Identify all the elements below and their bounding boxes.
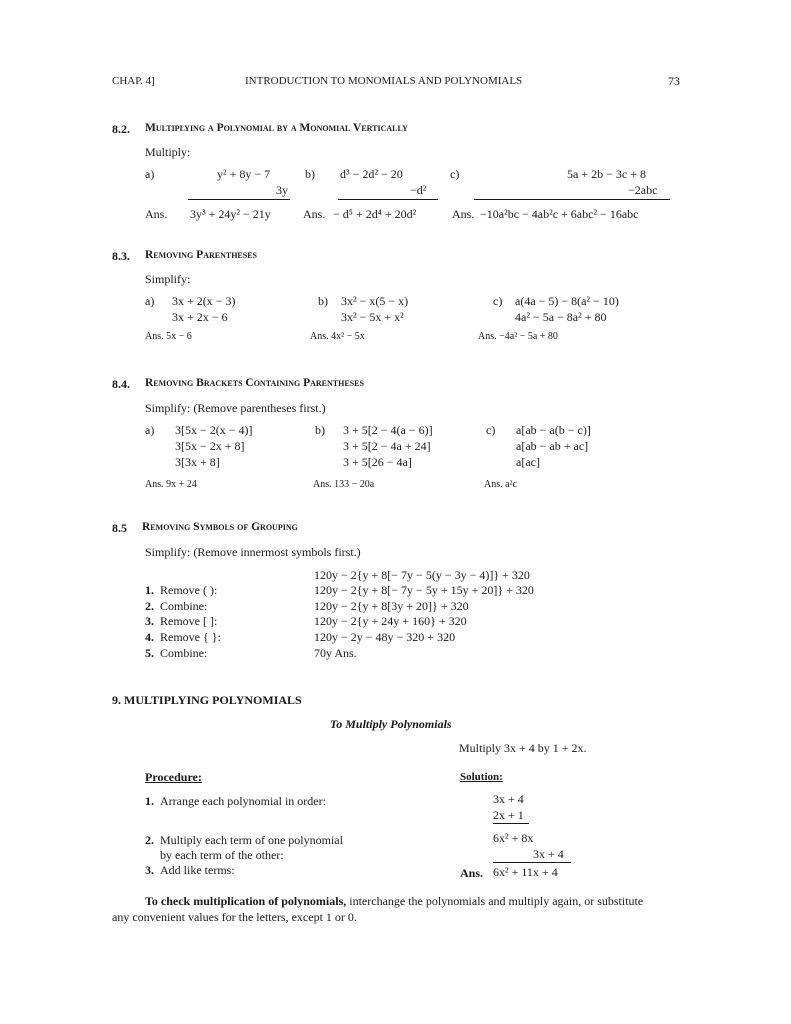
section-9-heading: 9. MULTIPLYING POLYNOMIALS	[112, 693, 302, 707]
s84-c-line1: a[ab − a(b − c)]	[516, 423, 591, 437]
check-paragraph-text: interchange the polynomials and multiply again, or substitute	[346, 894, 644, 908]
solution-partial-2: 3x + 4	[533, 847, 564, 861]
item-b-label: b)	[305, 167, 315, 181]
section-8-2-number: 8.2.	[112, 122, 130, 136]
procedure-step-3: Add like terms:	[160, 863, 235, 877]
s84-b-label: b)	[315, 423, 325, 437]
item-a-ans-label: Ans.	[145, 207, 168, 221]
grouping-step-label: Combine:	[160, 599, 208, 613]
procedure-step-number: 3.	[145, 863, 154, 877]
section-8-5-number: 8.5	[112, 521, 127, 535]
section-8-3-number: 8.3.	[112, 249, 130, 263]
s84-b-line1: 3 + 5[2 − 4(a − 6)]	[343, 423, 433, 437]
procedure-step-1: Arrange each polynomial in order:	[160, 794, 326, 808]
procedure-step-2-continued: by each term of the other:	[160, 848, 284, 862]
grouping-step-expression: 120y − 2{y + 8[3y + 20]} + 320	[314, 599, 469, 613]
section-8-5-title: Removing Symbols of Grouping	[142, 521, 298, 533]
chapter-label: CHAP. 4]	[112, 75, 155, 87]
s83-a-line2: 3x + 2x − 6	[172, 310, 228, 324]
grouping-step-label: Remove [ ]:	[160, 614, 218, 628]
procedure-step-number: 1.	[145, 794, 154, 808]
s83-b-line2: 3x² − 5x + x²	[341, 310, 404, 324]
s83-c-line2: 4a² − 5a − 8a² + 80	[515, 310, 607, 324]
s83-c-label: c)	[493, 294, 503, 308]
solution-label: Solution:	[460, 771, 503, 783]
s84-c-answer: Ans. a²c	[484, 479, 517, 490]
s84-a-label: a)	[145, 423, 155, 437]
solution-rule-1	[493, 823, 529, 824]
item-c-multiplicand: 5a + 2b − 3c + 8	[567, 167, 646, 181]
item-a-rule	[188, 199, 290, 200]
grouping-step-number: 1.	[145, 583, 154, 597]
running-title: INTRODUCTION TO MONOMIALS AND POLYNOMIALS	[245, 75, 523, 87]
grouping-step-expression: 120y − 2{y + 8[− 7y − 5y + 15y + 20]} + 320	[314, 583, 534, 597]
grouping-step-number: 5.	[145, 646, 154, 660]
page-number: 73	[668, 74, 680, 88]
item-b-multiplier: −d²	[410, 183, 427, 197]
s83-a-line1: 3x + 2(x − 3)	[172, 294, 236, 308]
s84-a-line3: 3[3x + 8]	[175, 455, 220, 469]
solution-polynomial-2: 2x + 1	[493, 808, 524, 822]
s84-a-line1: 3[5x − 2(x − 4)]	[175, 423, 253, 437]
item-b-ans-label: Ans.	[303, 207, 326, 221]
s83-b-label: b)	[318, 294, 328, 308]
item-c-answer: −10a²bc − 4ab²c + 6abc² − 16abc	[480, 207, 639, 221]
grouping-step-number: 4.	[145, 630, 154, 644]
section-9-subheading: To Multiply Polynomials	[330, 717, 452, 731]
section-8-5-instruction: Simplify: (Remove innermost symbols first.)	[145, 545, 361, 559]
s83-b-answer: Ans. 4x² − 5x	[310, 331, 365, 342]
solution-answer: 6x² + 11x + 4	[493, 865, 558, 879]
item-c-ans-label: Ans.	[452, 207, 475, 221]
section-8-3-instruction: Simplify:	[145, 272, 191, 286]
procedure-step-2: Multiply each term of one polynomial	[160, 833, 343, 847]
s84-c-line3: a[ac]	[516, 455, 540, 469]
item-a-multiplicand: y² + 8y − 7	[217, 167, 271, 181]
check-paragraph-bold: To check multiplication of polynomials,	[145, 894, 347, 908]
item-a-multiplier: 3y	[276, 183, 288, 197]
s83-c-line1: a(4a − 5) − 8(a² − 10)	[515, 294, 619, 308]
section-8-3-title: Removing Parentheses	[145, 249, 258, 261]
check-paragraph-line-2: any convenient values for the letters, except 1 or 0.	[112, 910, 357, 924]
item-c-rule	[474, 199, 670, 200]
solution-ans-label: Ans.	[460, 866, 484, 880]
s84-a-line2: 3[5x − 2x + 8]	[175, 439, 245, 453]
section-8-2-title: Multiplying a Polynomial by a Monomial Vertically	[145, 122, 408, 134]
s84-c-label: c)	[486, 423, 496, 437]
item-b-multiplicand: d³ − 2d² − 20	[340, 167, 403, 181]
check-paragraph-line-1	[145, 894, 643, 909]
s83-a-answer: Ans. 5x − 6	[145, 331, 192, 342]
s84-a-answer: Ans. 9x + 24	[145, 479, 197, 490]
grouping-step-label: Remove ( ):	[160, 583, 218, 597]
grouping-step-expression: 70y Ans.	[314, 646, 357, 660]
s84-b-line2: 3 + 5[2 − 4a + 24]	[343, 439, 431, 453]
item-c-label: c)	[450, 167, 460, 181]
s84-b-answer: Ans. 133 − 20a	[313, 479, 375, 490]
grouping-step-expression: 120y − 2y − 48y − 320 + 320	[314, 630, 456, 644]
solution-partial-1: 6x² + 8x	[493, 831, 534, 845]
section-8-4-title: Removing Brackets Containing Parentheses	[145, 377, 364, 389]
s84-b-line3: 3 + 5[26 − 4a]	[343, 455, 412, 469]
item-b-rule	[338, 199, 438, 200]
grouping-step-number: 2.	[145, 599, 154, 613]
example-prompt: Multiply 3x + 4 by 1 + 2x.	[459, 741, 587, 755]
solution-polynomial-1: 3x + 4	[493, 792, 524, 806]
solution-rule-2	[493, 862, 571, 863]
s83-b-line1: 3x² − x(5 − x)	[341, 294, 409, 308]
grouping-step-label: Combine:	[160, 646, 208, 660]
s83-a-label: a)	[145, 294, 155, 308]
item-a-label: a)	[145, 167, 155, 181]
item-c-multiplier: −2abc	[628, 183, 658, 197]
item-a-answer: 3y³ + 24y² − 21y	[190, 207, 271, 221]
s83-c-answer: Ans. −4a² − 5a + 80	[478, 331, 558, 342]
grouping-step-label: Remove { }:	[160, 630, 221, 644]
section-8-4-number: 8.4.	[112, 377, 130, 391]
section-8-2-instruction: Multiply:	[145, 145, 191, 159]
s84-c-line2: a[ab − ab + ac]	[516, 439, 589, 453]
procedure-step-number: 2.	[145, 833, 154, 847]
section-8-4-instruction: Simplify: (Remove parentheses first.)	[145, 401, 326, 415]
procedure-label: Procedure:	[145, 770, 202, 784]
grouping-start-expression: 120y − 2{y + 8[− 7y − 5(y − 3y − 4)]} + 320	[314, 568, 530, 582]
grouping-step-expression: 120y − 2{y + 24y + 160} + 320	[314, 614, 467, 628]
item-b-answer: − d⁵ + 2d⁴ + 20d²	[333, 207, 417, 221]
grouping-step-number: 3.	[145, 614, 154, 628]
